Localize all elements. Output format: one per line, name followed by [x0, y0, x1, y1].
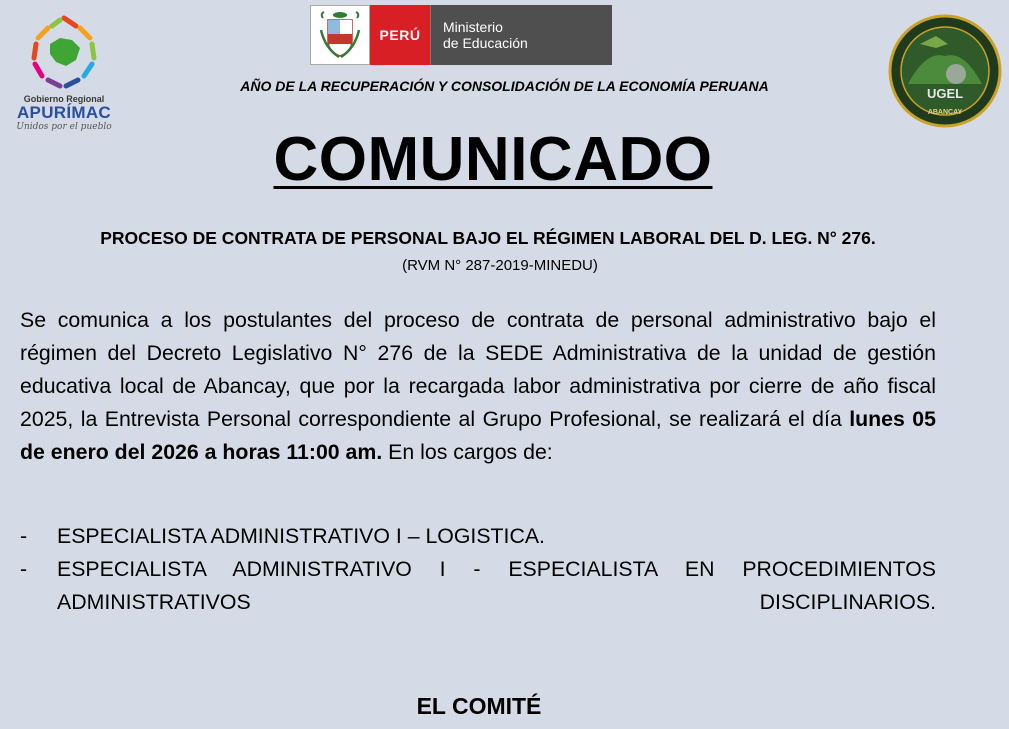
announcement-body [20, 304, 936, 469]
year-motto: AÑO DE LA RECUPERACIÓN Y CONSOLIDACIÓN DE LA ECONOMÍA PERUANA [240, 78, 769, 94]
peru-label: PERÚ [370, 5, 430, 65]
ugel-abancay-seal [886, 14, 1004, 128]
ugel-text: UGEL [926, 86, 964, 101]
gobierno-regional-label: Gobierno Regional [23, 94, 105, 104]
process-subtitle: PROCESO DE CONTRATA DE PERSONAL BAJO EL RÉGIMEN LABORAL DEL D. LEG. N° 276. [100, 228, 876, 248]
body-tail: En los cargos de: [382, 440, 553, 464]
gobierno-regional-apurimac-logo [8, 12, 120, 142]
bullet-dash: - [20, 524, 28, 548]
page-title [0, 124, 986, 195]
ugel-city: ABANCAY [927, 109, 963, 116]
list-item [20, 553, 936, 619]
rvm-reference: (RVM N° 287-2019-MINEDU) [402, 257, 598, 274]
apurimac-slogan: Unidos por el pueblo [16, 122, 112, 132]
ministerio-line1: Ministerio [443, 19, 503, 35]
apurimac-name: APURÍMAC [16, 103, 111, 122]
bullet-dash: - [20, 557, 28, 581]
ministerio-line2: de Educación [443, 35, 528, 51]
cargo-text: ESPECIALISTA ADMINISTRATIVO I - ESPECIALISTA EN PROCEDIMIENTOS ADMINISTRATIVOS DISCIPLINARIOS. [57, 557, 936, 614]
body-text: Se comunica a los postulantes del proceso de contrata de personal administrativo bajo el régimen del Decreto Legislativo N° 276 de la SEDE Administrativa de la unidad de gestión educativa local de Abancay, que por la recargada labor administrativa por cierre de año fiscal 2025, la Entrevista Personal correspondiente al Grupo Profesional, se realizará el día [20, 308, 936, 431]
minedu-banner [310, 5, 612, 65]
cargos-list [20, 520, 936, 619]
peru-coat-of-arms-icon [310, 5, 370, 65]
cargo-text: ESPECIALISTA ADMINISTRATIVO I – LOGISTICA. [57, 524, 545, 548]
signature-comite: EL COMITÉ [416, 693, 542, 719]
ministerio-label [430, 5, 612, 65]
interview-date: lunes 05 de enero del 2026 a horas 11:00 am. [20, 407, 936, 464]
title-text: COMUNICADO [273, 125, 713, 194]
list-item [20, 520, 936, 553]
